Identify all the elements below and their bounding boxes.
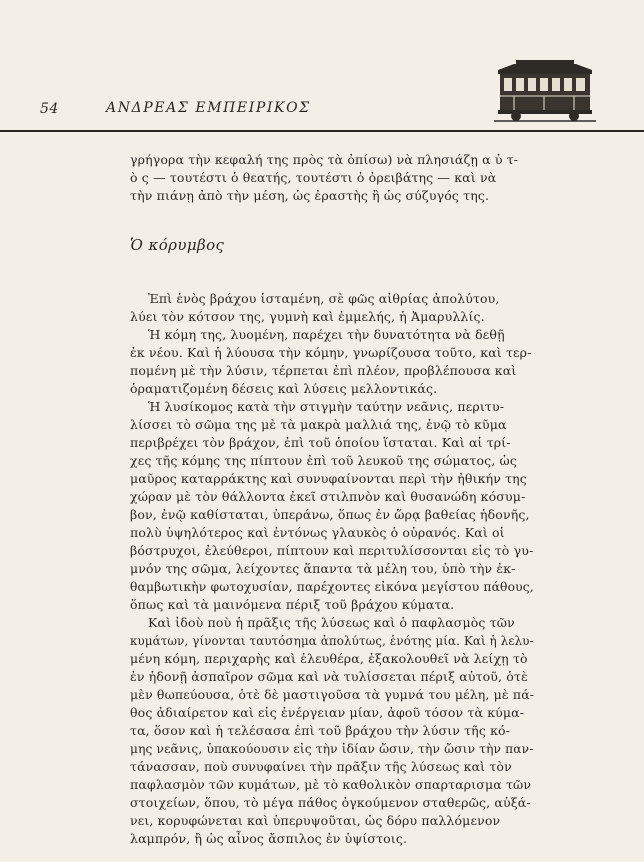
- text-line: θαμβωτικὴν φωτοχυσίαν, παρέχοντες εἰκόνα μεγίστου πάθους,: [130, 579, 534, 594]
- header-rule: [0, 130, 644, 132]
- text-line: βον, ἐνῷ καθίσταται, ὑπεράνω, ὅπως ἐν ὥρᾳ βαθείας ἡδονῆς,: [130, 507, 530, 522]
- text-line: ὅπως καὶ τὰ μαινόμενα πέριξ τοῦ βράχου κύματα.: [130, 597, 455, 612]
- text-line: μης νεᾶνις, ὑπακούουσιν εἰς τὴν ἰδίαν ὤσιν, τὴν ὤσιν τὴν παν-: [130, 741, 534, 756]
- text-line: ὸ ς — τουτέστι ὁ θεατής, τουτέστι ὁ ὀρειβάτης — καὶ νὰ: [130, 170, 497, 185]
- text-line: τα, ὅσον καὶ ἡ τελέσασα ἐπὶ τοῦ βράχου τὴν λύσιν τῆς κό-: [130, 723, 511, 738]
- text-line: ἐκ νέου. Καὶ ἡ λύουσα τὴν κόμην, γνωρίζουσα τοῦτο, καὶ τερ-: [130, 345, 532, 360]
- text-line: πολὺ ὑψηλότερος καὶ ἐντόνως γλαυκὸς ὁ οὐρανός. Καὶ οἱ: [130, 525, 505, 540]
- text-line: βόστρυχοι, ἐλεύθεροι, πίπτουν καὶ περιτυλίσσονται εἰς τὸ γυ-: [130, 543, 534, 558]
- text-line: κυμάτων, γίνονται ταυτόσημα ἀπολύτως, ἑνότης μία. Καὶ ἡ λελυ-: [130, 633, 534, 648]
- text-line: τὴν πιάνῃ ἀπὸ τὴν μέση, ὡς ἐραστὴς ἢ ὡς σύζυγός της.: [130, 188, 490, 203]
- text-line: στοιχείων, ὅπου, τὸ μέγα πάθος ὀγκούμενον σταθερῶς, αὐξά-: [130, 795, 531, 810]
- tram-car-icon: [494, 60, 596, 122]
- text-line: μὲν θωπεύουσα, ὁτὲ δὲ μαστιγοῦσα τὰ γυμνά του μέλη, μὲ πά-: [130, 687, 535, 702]
- text-line: πομένη μὲ τὴν λύσιν, τέρπεται ἐπὶ πλέον, προβλέπουσα καὶ: [130, 363, 517, 378]
- page-header: [0, 0, 644, 135]
- text-line: χες τῆς κόμης της πίπτουν ἐπὶ τοῦ λευκοῦ της σώματος, ὡς: [130, 453, 518, 468]
- text-line: χώραν μὲ τὸν θάλλοντα ἐκεῖ στιλπνὸν καὶ θυσανώδη κόσυμ-: [130, 489, 526, 504]
- running-title: ΑΝΔΡΕΑΣ ΕΜΠΕΙΡΙΚΟΣ: [106, 100, 311, 116]
- page-number: 54: [40, 101, 59, 117]
- text-line: λύει τὸν κότσον της, γυμνὴ καὶ ἐμμελής, ἡ Ἀμαρυλλίς.: [130, 309, 485, 324]
- text-line: παφλασμὸν τῶν κυμάτων, μὲ τὸ καθολικὸν σπαρταρισμα τῶν: [130, 777, 532, 792]
- text-line: λίσσει τὸ σῶμα της μὲ τὰ μακρὰ μαλλιά της, ἐνῷ τὸ κῦμα: [130, 417, 507, 432]
- text-line: ἐν ἡδονῇ ἀσπαῖρον σῶμα καὶ νὰ τυλίσσεται πέριξ αὐτοῦ, ὁτὲ: [130, 669, 528, 684]
- text-line: μένη κόμη, περιχαρὴς καὶ ἐλευθέρα, ἐξακολουθεῖ νὰ λείχῃ τὸ: [130, 651, 528, 666]
- text-line: μνόν της σῶμα, λείχοντες ἅπαντα τὰ μέλη του, ὑπὸ τὴν ἐκ-: [130, 561, 516, 576]
- text-line: Καὶ ἰδοὺ ποὺ ἡ πρᾶξις τῆς λύσεως καὶ ὁ παφλασμὸς τῶν: [148, 615, 515, 630]
- text-line: νει, κορυφώνεται καὶ ὑπερυψοῦται, ὡς δόρυ παλλόμενον: [130, 813, 501, 828]
- text-line: περιβρέχει τὸν βράχον, ἐπὶ τοῦ ὁποίου ἵσταται. Καὶ αἱ τρί-: [130, 435, 511, 450]
- text-line: λαμπρόν, ἢ ὡς αἶνος ἄσπιλος ἐν ὑψίστοις.: [130, 831, 408, 846]
- text-line: Ἐπὶ ἑνὸς βράχου ἱσταμένη, σὲ φῶς αἰθρίας ἀπολύτου,: [148, 291, 500, 306]
- text-line: Ἡ λυσίκομος κατὰ τὴν στιγμὴν ταύτην νεᾶνις, περιτυ-: [148, 399, 505, 414]
- text-line: τάνασσαν, ποὺ συνυφαίνει τὴν πρᾶξιν τῆς λύσεως καὶ τὸν: [130, 759, 512, 774]
- text-line: ὁραματιζομένη δέσεις καὶ λύσεις μελλοντικάς.: [130, 381, 438, 396]
- text-line: γρήγορα τὴν κεφαλή της πρὸς τὰ ὀπίσω) νὰ πλησιάζῃ α ὐ τ-: [130, 152, 519, 167]
- poem-title: Ὁ κόρυμβος: [130, 236, 225, 254]
- text-line: θος ἀδιαίρετον καὶ εἰς ἐνέργειαν μίαν, ἀφοῦ τόσον τὰ κύμα-: [130, 705, 525, 720]
- text-line: μαῦρος καταρράκτης καὶ συνυφαίνονται περὶ τὴν ἠθικήν της: [130, 471, 527, 486]
- text-line: Ἡ κόμη της, λυομένη, παρέχει τὴν δυνατότητα νὰ δεθῇ: [148, 327, 505, 342]
